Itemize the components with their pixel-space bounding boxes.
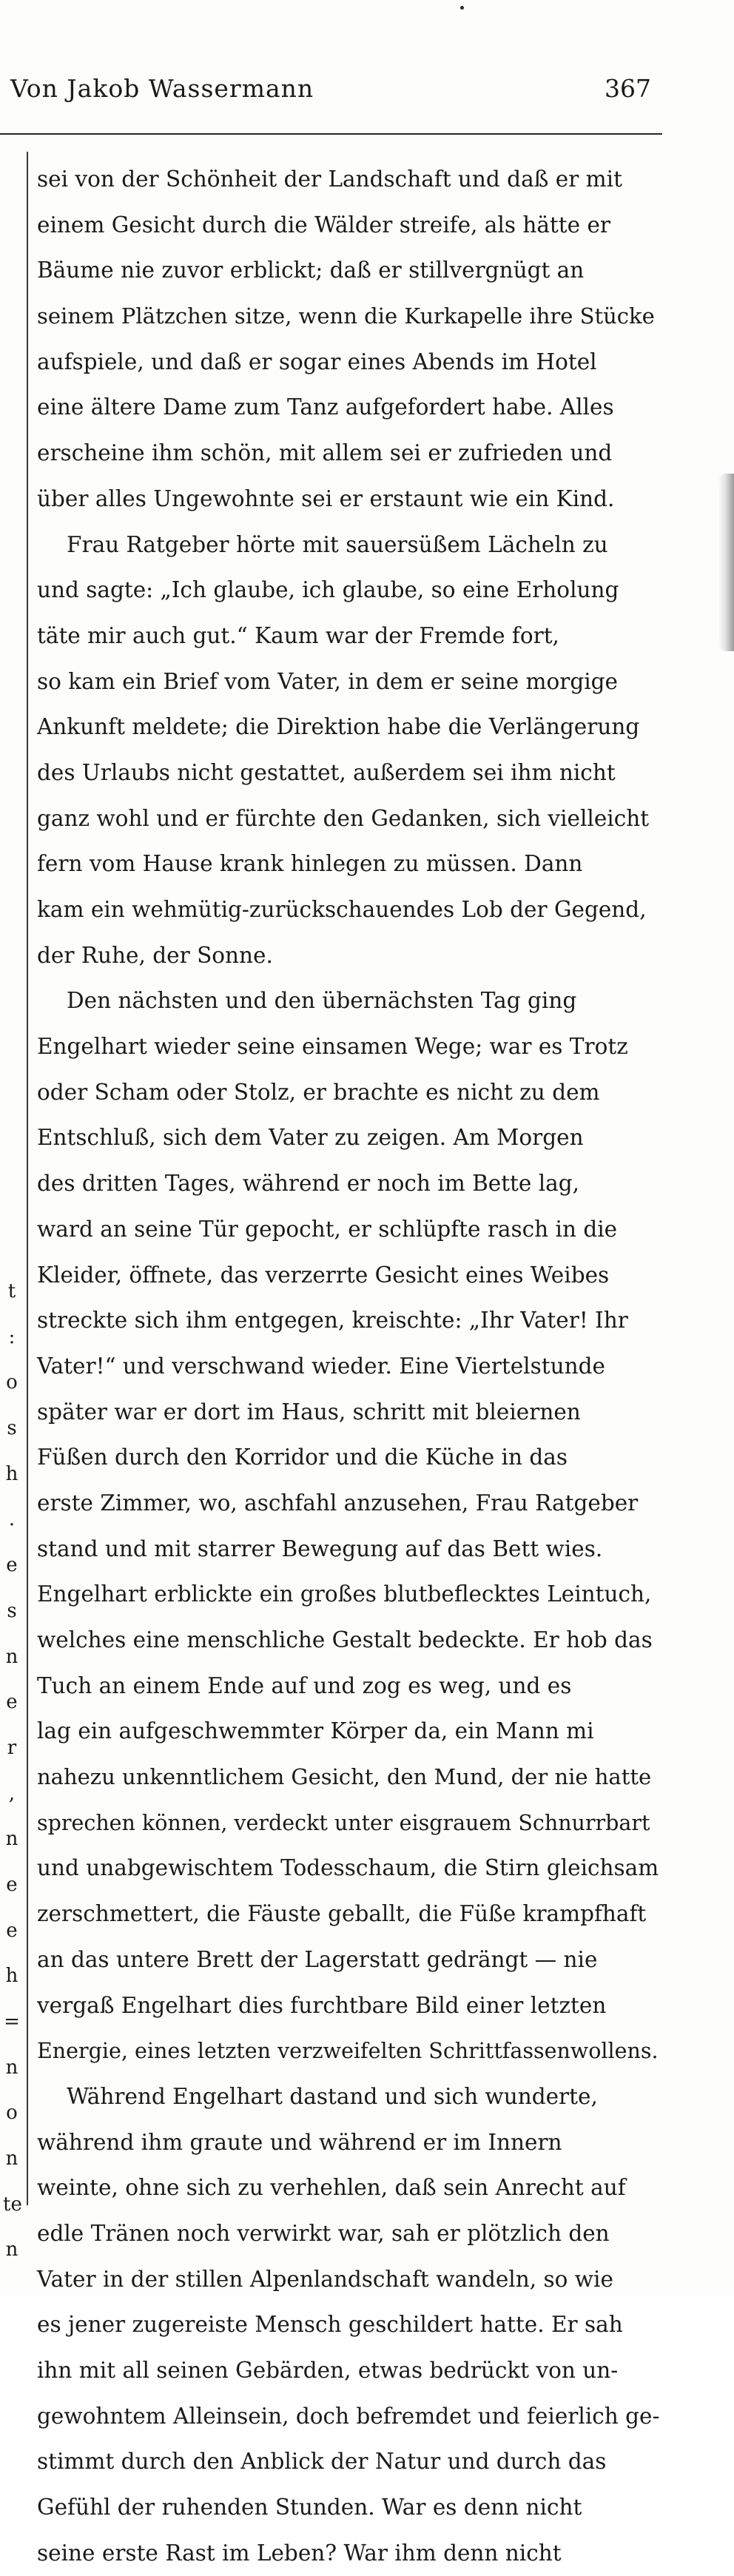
text-line: über alles Ungewohnte sei er erstaunt wie ein Kind. — [37, 485, 615, 511]
text-line: Energie, eines letzten verzweifelten Schrittfassenwollens. — [37, 2039, 659, 2064]
text-line: sei von der Schönheit der Landschaft und daß er mit — [37, 167, 622, 192]
text-line: Engelhart erblickte ein großes blutbeflecktes Leintuch, — [37, 1581, 652, 1607]
margin-fragment: n — [5, 1828, 18, 1851]
text-line: kam ein wehmütig-zurückschauendes Lob der Gegend, — [37, 897, 647, 922]
text-line: Vater in der stillen Alpenlandschaft wandeln, so wie — [37, 2266, 613, 2292]
text-line: erscheine ihm schön, mit allem sei er zufrieden und — [37, 440, 613, 466]
text-line: vergaß Engelhart dies furchtbare Bild einer letzten — [37, 1992, 607, 2018]
margin-fragment: n — [5, 2148, 18, 2170]
text-line: ganz wohl und er fürchte den Gedanken, sich vielleicht — [37, 805, 650, 831]
text-line: aufspiele, und daß er sogar eines Abends im Hotel — [37, 349, 597, 374]
text-line: täte mir auch gut.“ Kaum war der Fremde fort, — [37, 622, 559, 648]
text-line: eine ältere Dame zum Tanz aufgefordert habe. Alles — [37, 394, 614, 420]
column-rule — [27, 152, 28, 2205]
margin-fragment: h — [5, 1462, 18, 1485]
text-line: später war er dort im Haus, schritt mit bleiernen — [37, 1399, 581, 1425]
text-line: sprechen können, verdeckt unter eisgrauem Schnurrbart — [37, 1810, 650, 1835]
margin-fragment: s — [7, 1417, 17, 1440]
text-line: stand und mit starrer Bewegung auf das Bett wies. — [37, 1536, 603, 1561]
text-line: Ankunft meldete; die Direktion habe die Verlängerung — [37, 714, 640, 740]
text-line: streckte sich ihm entgegen, kreischte: „Ihr Vater! Ihr — [37, 1308, 628, 1334]
text-line: und sagte: „Ich glaube, ich glaube, so eine Erholung — [37, 577, 619, 603]
text-line: so kam ein Brief vom Vater, in dem er seine morgige — [37, 668, 619, 694]
page-edge-shadow — [718, 474, 734, 651]
margin-fragment: s — [7, 1599, 17, 1622]
text-line: weinte, ohne sich zu verhehlen, daß sein Anrecht auf — [37, 2175, 626, 2201]
print-speck — [460, 6, 464, 10]
text-line: Den nächsten und den übernächsten Tag ging — [67, 988, 577, 1014]
margin-fragment: n — [5, 2239, 18, 2261]
text-line: stimmt durch den Anblick der Natur und durch das — [37, 2449, 607, 2475]
text-line: erste Zimmer, wo, aschfahl anzusehen, Frau Ratgeber — [37, 1490, 639, 1516]
text-line: Vater!“ und verschwand wieder. Eine Viertelstunde — [37, 1353, 605, 1379]
text-line: zerschmettert, die Fäuste geballt, die Füße krampfhaft — [37, 1901, 647, 1927]
text-line: nahezu unkenntlichem Gesicht, den Mund, der nie hatte — [37, 1764, 652, 1790]
text-line: Gefühl der ruhenden Stunden. War es denn nicht — [37, 2495, 582, 2520]
margin-fragments — [3, 1269, 21, 2273]
margin-fragment: o — [6, 2102, 18, 2125]
text-line: der Ruhe, der Sonne. — [37, 942, 273, 968]
text-line: während ihm graute und während er im Innern — [37, 2129, 562, 2155]
page-header — [0, 74, 651, 118]
margin-fragment: . — [8, 1508, 16, 1531]
header-rule — [0, 133, 662, 135]
text-line: des dritten Tages, während er noch im Bette lag, — [37, 1171, 580, 1197]
text-line: Frau Ratgeber hörte mit sauersüßem Lächeln zu — [67, 531, 608, 557]
text-line: lag ein aufgeschwemmter Körper da, ein Mann mi — [37, 1718, 594, 1744]
running-head: Von Jakob Wassermann — [10, 74, 314, 103]
margin-fragment: e — [6, 1554, 18, 1577]
text-line: Kleider, öffnete, das verzerrte Gesicht eines Weibes — [37, 1262, 610, 1288]
text-line: edle Tränen noch verwirkt war, sah er plötzlich den — [37, 2220, 610, 2246]
text-line: Füßen durch den Korridor und die Küche in das — [37, 1445, 568, 1470]
text-line: und unabgewischtem Todesschaum, die Stirn gleichsam — [37, 1855, 659, 1881]
text-line: Engelhart wieder seine einsamen Wege; war es Trotz — [37, 1034, 628, 1060]
margin-fragment: e — [6, 1919, 18, 1942]
body-text — [37, 157, 660, 2576]
text-line: oder Scham oder Stolz, er brachte es nicht zu dem — [37, 1079, 600, 1105]
margin-fragment: n — [5, 1645, 18, 1668]
margin-fragment: t — [7, 1280, 16, 1302]
margin-fragment: te — [3, 2193, 22, 2216]
text-line: fern vom Hause krank hinlegen zu müssen. Dann — [37, 851, 583, 877]
margin-fragment: : — [8, 1325, 16, 1348]
margin-fragment: o — [6, 1371, 18, 1394]
margin-fragment: e — [6, 1691, 18, 1714]
margin-fragment: n — [5, 2056, 18, 2079]
text-line: ward an seine Tür gepocht, er schlüpfte rasch in die — [37, 1216, 618, 1242]
text-line: Tuch an einem Ende auf und zog es weg, und es — [37, 1672, 572, 1698]
text-line: Entschluß, sich dem Vater zu zeigen. Am Morgen — [37, 1125, 584, 1151]
text-line: an das untere Brett der Lagerstatt gedrängt — nie — [37, 1946, 598, 1972]
text-line: es jener zugereiste Mensch geschildert hatte. Er sah — [37, 2312, 623, 2338]
text-line: ihn mit all seinen Gebärden, etwas bedrückt von un- — [37, 2358, 619, 2383]
text-line: des Urlaubs nicht gestattet, außerdem sei ihm nicht — [37, 759, 616, 785]
text-line: Bäume nie zuvor erblickt; daß er stillvergnügt an — [37, 258, 585, 283]
text-line: welches eine menschliche Gestalt bedeckte. Er hob das — [37, 1627, 653, 1652]
text-line: Während Engelhart dastand und sich wunderte, — [67, 2083, 598, 2109]
margin-fragment: r — [7, 1736, 17, 1759]
text-line: seinem Plätzchen sitze, wenn die Kurkapelle ihre Stücke — [37, 303, 655, 329]
text-line: gewohntem Alleinsein, doch befremdet und feierlich ge- — [37, 2403, 660, 2429]
margin-fragment: e — [6, 1873, 18, 1896]
text-line: einem Gesicht durch die Wälder streife, als hätte er — [37, 212, 611, 238]
margin-fragment: , — [8, 1782, 16, 1805]
text-line: seine erste Rast im Leben? War ihm denn nicht — [37, 2540, 562, 2566]
margin-fragment: h — [5, 1965, 18, 1988]
page-number: 367 — [605, 74, 651, 103]
margin-fragment: = — [4, 2011, 20, 2033]
